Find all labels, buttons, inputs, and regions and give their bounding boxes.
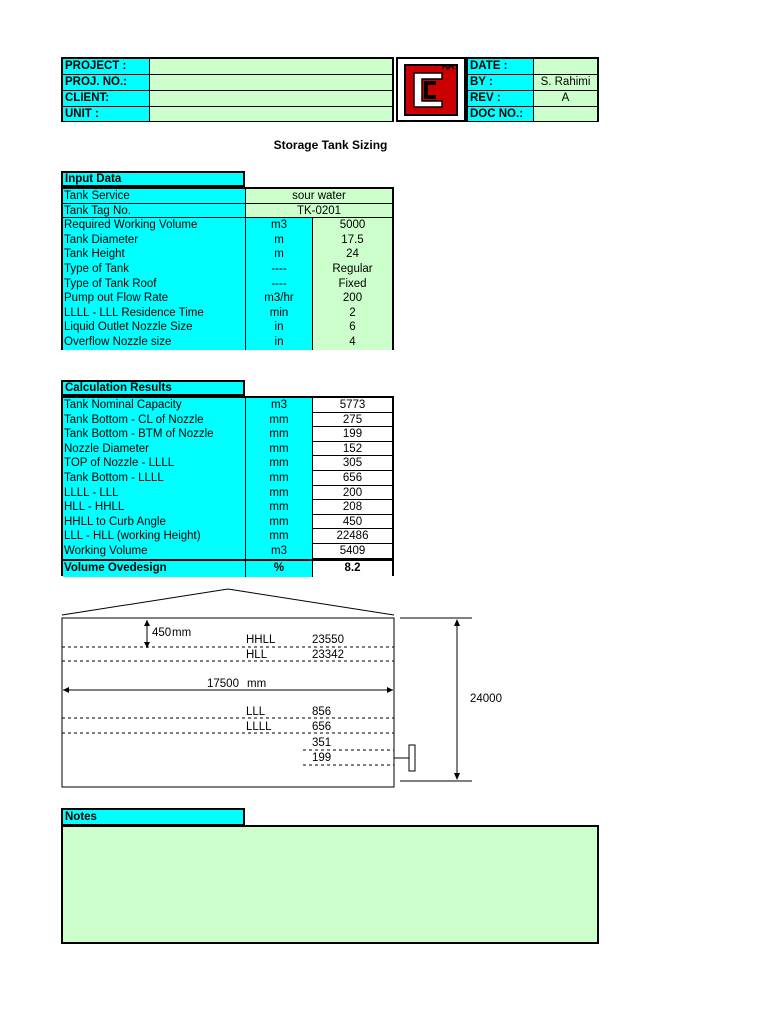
input-value[interactable]: sour water <box>245 189 392 204</box>
result-label: Working Volume <box>63 544 245 559</box>
result-label: TOP of Nozzle - LLLL <box>63 456 245 471</box>
hhll-value: 23550 <box>312 634 344 646</box>
input-unit: m3/hr <box>245 291 312 306</box>
result-row <box>63 427 392 442</box>
volume-overdesign-unit: % <box>245 561 312 577</box>
header-left-block <box>61 57 394 122</box>
result-value: 199 <box>312 427 392 442</box>
input-label: Liquid Outlet Nozzle Size <box>63 320 245 335</box>
hhll-label: HHLL <box>246 634 276 646</box>
result-row <box>63 471 392 486</box>
height-arrow-bottom-icon <box>454 773 460 780</box>
doc-no-field[interactable] <box>534 107 597 121</box>
result-label: Tank Bottom - LLLL <box>63 471 245 486</box>
result-unit: mm <box>245 529 312 544</box>
llll-label: LLLL <box>246 721 272 733</box>
nozzle-btm-value: 199 <box>312 752 332 764</box>
diameter-arrow-right-icon <box>387 687 393 693</box>
input-label: LLLL - LLL Residence Time <box>63 306 245 321</box>
notes-header: Notes <box>61 808 245 826</box>
diameter-unit: mm <box>247 678 267 690</box>
nozzle-flange <box>409 745 415 771</box>
by-field[interactable]: S. Rahimi <box>534 75 597 90</box>
input-row <box>63 189 392 204</box>
header-row-doc-no <box>468 107 597 121</box>
result-row <box>63 515 392 530</box>
result-unit: mm <box>245 427 312 442</box>
result-row <box>63 456 392 471</box>
client-label: CLIENT: <box>63 91 150 106</box>
lll-value: 856 <box>312 706 332 718</box>
result-unit: mm <box>245 471 312 486</box>
input-label: Type of Tank Roof <box>63 277 245 292</box>
gap-unit: mm <box>172 627 192 639</box>
header-row-unit <box>63 107 392 121</box>
result-row <box>63 442 392 457</box>
input-unit: ---- <box>245 262 312 277</box>
date-field[interactable] <box>534 59 597 74</box>
input-row <box>63 320 392 335</box>
input-value[interactable]: 4 <box>312 335 392 350</box>
input-data-table <box>61 187 394 350</box>
input-row <box>63 291 392 306</box>
diameter-arrow-left-icon <box>63 687 69 693</box>
result-value: 656 <box>312 471 392 486</box>
nozzle-cl-value: 351 <box>312 737 332 749</box>
input-label: Tank Height <box>63 247 245 262</box>
page-title: Storage Tank Sizing <box>273 138 388 152</box>
result-label: LLL - HLL (working Height) <box>63 529 245 544</box>
input-unit: in <box>245 335 312 350</box>
input-value[interactable]: TK-0201 <box>245 204 392 219</box>
input-row <box>63 277 392 292</box>
result-value: 152 <box>312 442 392 457</box>
result-label: Tank Nominal Capacity <box>63 398 245 413</box>
input-row <box>63 262 392 277</box>
result-row <box>63 413 392 428</box>
input-label: Tank Tag No. <box>63 204 245 219</box>
input-label: Required Working Volume <box>63 218 245 233</box>
input-unit: m <box>245 247 312 262</box>
input-label: Tank Service <box>63 189 245 204</box>
input-row <box>63 204 392 219</box>
doc-no-label: DOC NO.: <box>468 107 534 121</box>
rev-label: REV : <box>468 91 534 106</box>
input-row <box>63 247 392 262</box>
result-value: 208 <box>312 500 392 515</box>
input-unit: in <box>245 320 312 335</box>
input-label: Overflow Nozzle size <box>63 335 245 350</box>
input-unit: ---- <box>245 277 312 292</box>
unit-label: UNIT : <box>63 107 150 121</box>
input-value[interactable]: 200 <box>312 291 392 306</box>
rev-field[interactable]: A <box>534 91 597 106</box>
input-row <box>63 218 392 233</box>
result-label: LLLL - LLL <box>63 486 245 501</box>
result-value: 275 <box>312 413 392 428</box>
proj-no-label: PROJ. NO.: <box>63 75 150 90</box>
header-row-project <box>63 59 392 75</box>
result-row <box>63 398 392 413</box>
tank-diagram <box>0 580 768 800</box>
gap-value: 450 <box>152 627 172 639</box>
height-value: 24000 <box>470 693 502 705</box>
result-unit: mm <box>245 413 312 428</box>
logo-icon <box>398 59 464 120</box>
by-label: BY : <box>468 75 534 90</box>
result-label: Tank Bottom - CL of Nozzle <box>63 413 245 428</box>
header-row-by <box>468 75 597 91</box>
input-data-header: Input Data <box>61 171 245 187</box>
input-row <box>63 306 392 321</box>
result-unit: mm <box>245 456 312 471</box>
diameter-value: 17500 <box>207 678 239 690</box>
input-value[interactable]: 5000 <box>312 218 392 233</box>
input-value[interactable]: Fixed <box>312 277 392 292</box>
result-row <box>63 500 392 515</box>
result-value: 22486 <box>312 529 392 544</box>
input-value[interactable]: 2 <box>312 306 392 321</box>
result-unit: mm <box>245 500 312 515</box>
unit-field[interactable] <box>150 107 392 121</box>
result-row <box>63 544 392 559</box>
result-label: Tank Bottom - BTM of Nozzle <box>63 427 245 442</box>
result-unit: mm <box>245 515 312 530</box>
volume-overdesign-value: 8.2 <box>312 561 392 577</box>
result-unit: m3 <box>245 398 312 413</box>
notes-field[interactable] <box>61 825 599 944</box>
result-value: 200 <box>312 486 392 501</box>
gap-arrow-top-icon <box>144 620 150 626</box>
proj-no-field[interactable] <box>150 75 392 90</box>
result-total-row <box>63 559 392 577</box>
input-value[interactable]: 6 <box>312 320 392 335</box>
result-label: HLL - HHLL <box>63 500 245 515</box>
llll-value: 656 <box>312 721 332 733</box>
lll-label: LLL <box>246 706 266 718</box>
header-row-date <box>468 59 597 75</box>
result-value: 5409 <box>312 544 392 559</box>
result-label: HHLL to Curb Angle <box>63 515 245 530</box>
input-unit: min <box>245 306 312 321</box>
input-row <box>63 233 392 248</box>
input-value[interactable]: 24 <box>312 247 392 262</box>
result-unit: mm <box>245 442 312 457</box>
input-row <box>63 335 392 350</box>
client-field[interactable] <box>150 91 392 106</box>
header-row-proj-no <box>63 75 392 91</box>
hll-value: 23342 <box>312 649 344 661</box>
calculation-results-table <box>61 396 394 576</box>
calculation-results-header: Calculation Results <box>61 380 245 396</box>
input-label: Tank Diameter <box>63 233 245 248</box>
input-value[interactable]: Regular <box>312 262 392 277</box>
input-value[interactable]: 17.5 <box>312 233 392 248</box>
input-unit: m <box>245 233 312 248</box>
header-right-block <box>466 57 599 122</box>
tank-shell <box>62 618 394 787</box>
input-unit: m3 <box>245 218 312 233</box>
result-row <box>63 486 392 501</box>
company-logo <box>396 57 466 122</box>
hll-label: HLL <box>246 649 268 661</box>
input-label: Type of Tank <box>63 262 245 277</box>
project-field[interactable] <box>150 59 392 74</box>
date-label: DATE : <box>468 59 534 74</box>
result-unit: m3 <box>245 544 312 559</box>
volume-overdesign-label: Volume Ovedesign <box>63 561 245 577</box>
result-value: 5773 <box>312 398 392 413</box>
result-value: 305 <box>312 456 392 471</box>
result-row <box>63 529 392 544</box>
header-row-rev <box>468 91 597 107</box>
height-arrow-top-icon <box>454 619 460 626</box>
project-label: PROJECT : <box>63 59 150 74</box>
tank-roof <box>62 589 394 615</box>
header-row-client <box>63 91 392 107</box>
result-value: 450 <box>312 515 392 530</box>
result-label: Nozzle Diameter <box>63 442 245 457</box>
input-label: Pump out Flow Rate <box>63 291 245 306</box>
result-unit: mm <box>245 486 312 501</box>
